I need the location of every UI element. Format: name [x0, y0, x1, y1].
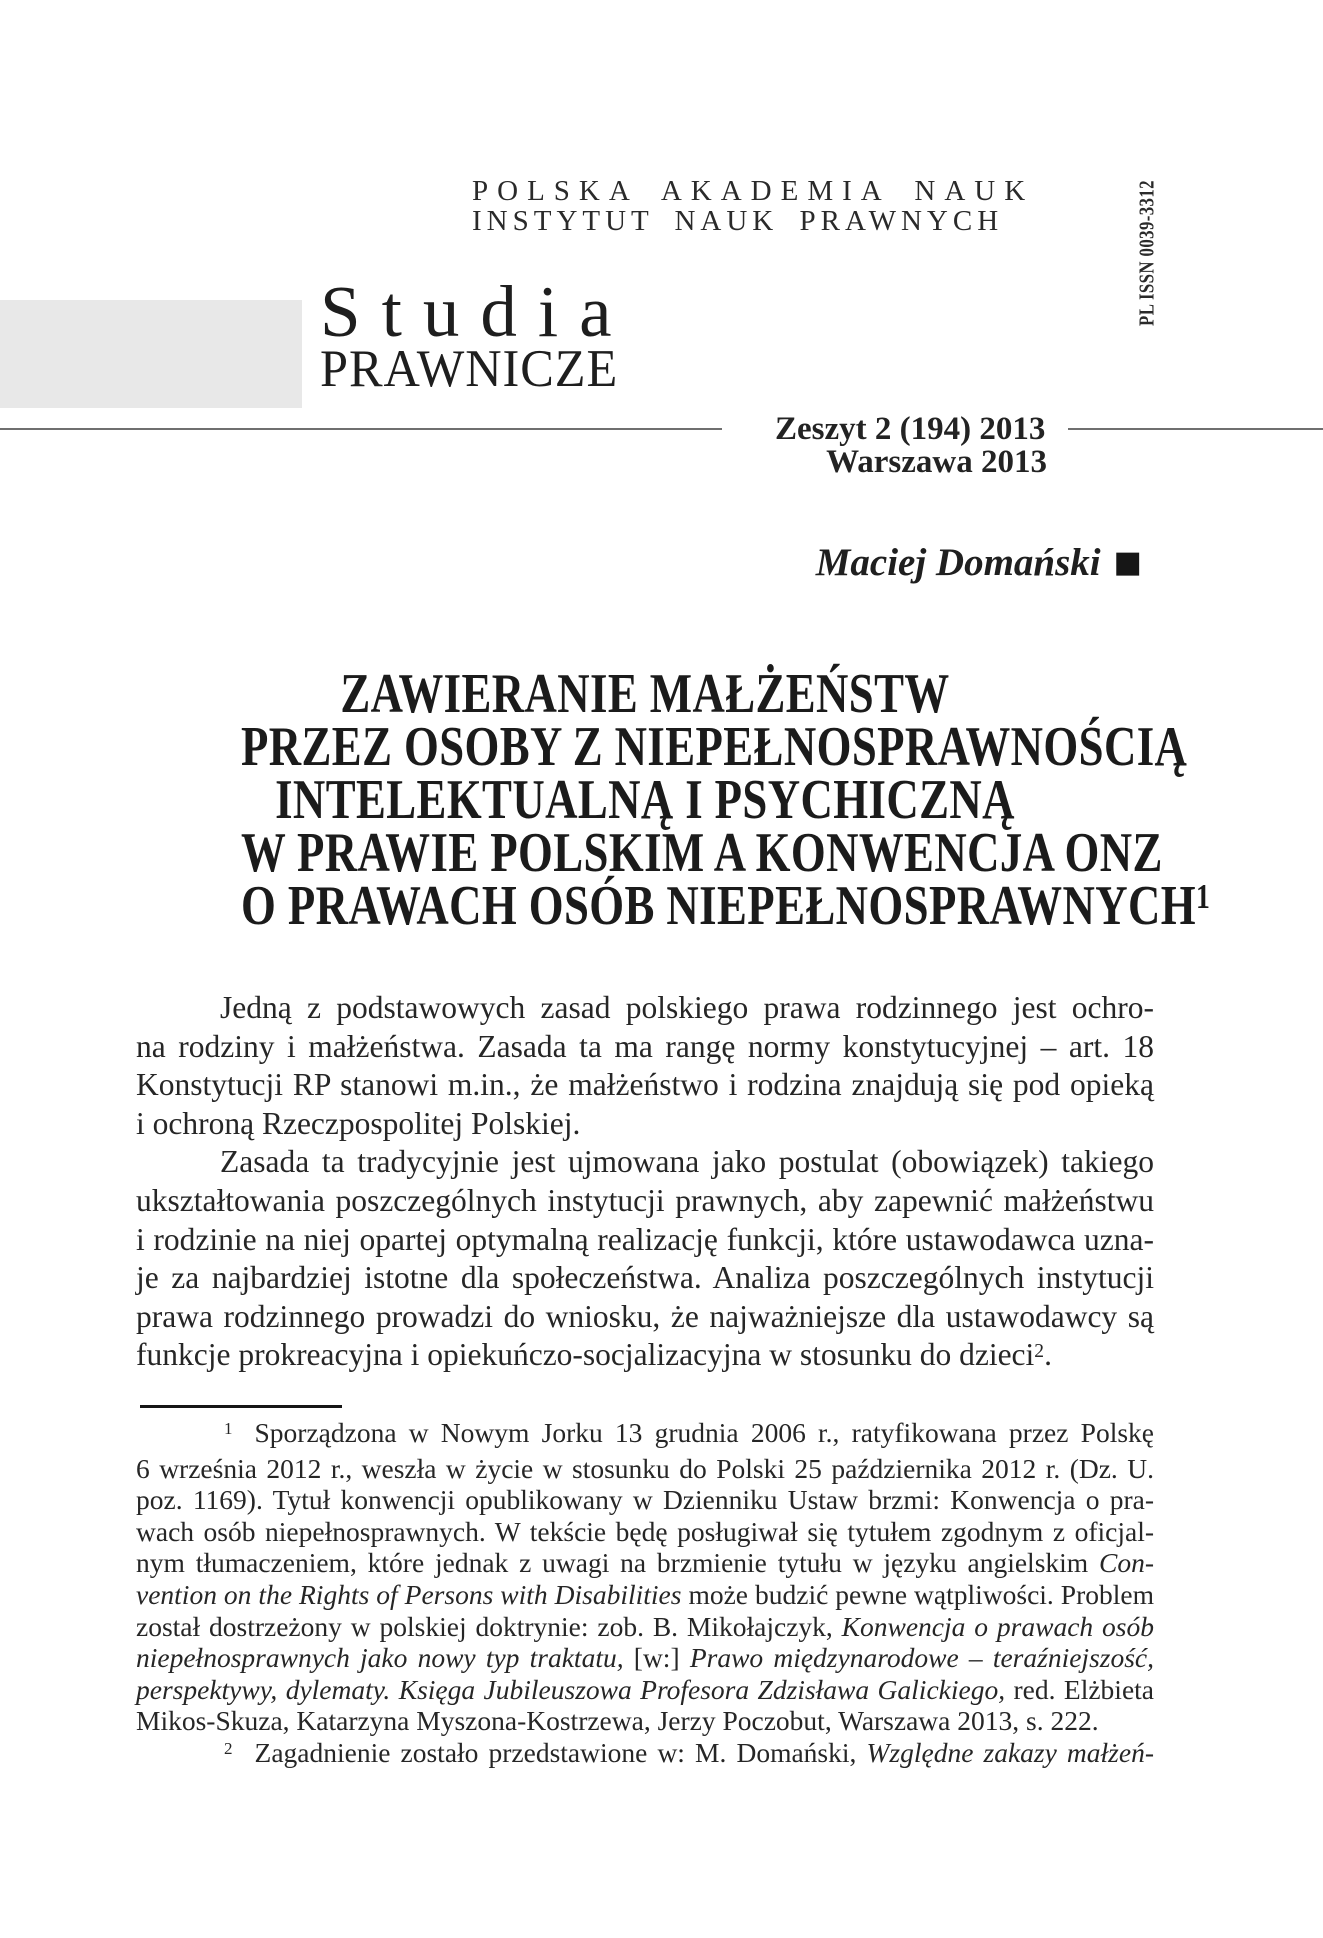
text-line: perspektywy, dylematy. Księga Jubileuszowa Profesora Zdzisława Galickiego, red. Elżbieta	[136, 1673, 1154, 1705]
text-line: $^1$ Sporządzona w Nowym Jorku 13 grudnia 2006 r., ratyfikowana przez Polskę	[224, 1417, 1154, 1448]
masthead-institution	[472, 176, 1034, 236]
rule-right-segment	[1068, 428, 1323, 430]
text-line: i ochroną Rzeczpospolitej Polskiej.	[136, 1105, 581, 1141]
text-line: nym tłumaczeniem, które jednak z uwagi na brzmienie tytułu w języku angielskim Con-	[136, 1547, 1154, 1579]
issn-vertical-label: PL ISSN 0039-3312	[1134, 180, 1159, 326]
text-line: został dostrzeżony w polskiej doktrynie: zob. B. Mikołajczyk, Konwencja o prawach osób	[136, 1610, 1154, 1642]
institution-line1: POLSKA AKADEMIA NAUK	[472, 175, 1035, 207]
text-line: Konstytucji RP stanowi m.in., że małżeństwo i rodzina znajdują się pod opieką	[136, 1067, 1154, 1103]
byline	[816, 540, 1142, 585]
text-line: na rodziny i małżeństwa. Zasada ta ma rangę normy konstytucyjnej – art. 18	[136, 1028, 1154, 1064]
journal-title-prawnicze: PRAWNICZE	[320, 340, 619, 398]
text-line: poz. 1169). Tytuł konwencji opublikowany w Dzienniku Ustaw brzmi: Konwencja o pra-	[136, 1484, 1154, 1516]
text-line: W PRAWIE POLSKIM A KONWENCJA ONZ	[241, 822, 1163, 884]
footnote-separator-rule	[140, 1405, 342, 1408]
text-line: $^2$ Zagadnienie zostało przedstawione w: M. Domański, Względne zakazy małżeń-	[224, 1736, 1154, 1768]
institution-line2: INSTYTUT NAUK PRAWNYCH	[472, 205, 1004, 237]
issue-label: Zeszyt 2 (194) 2013	[775, 410, 1046, 447]
author-marker-square-icon: ■	[1113, 544, 1142, 580]
issue-rule-row	[0, 410, 1323, 447]
text-line: ZAWIERANIE MAŁŻEŃSTW	[340, 663, 950, 725]
paragraph-1	[136, 989, 1154, 1143]
footnote-2	[136, 1737, 1154, 1773]
text-line: je za najbardziej istotne dla społeczeństwa. Analiza poszczególnych instytucji	[136, 1260, 1154, 1296]
text-line: Zasada ta tradycyjnie jest ujmowana jako postulat (obowiązek) takiego	[220, 1144, 1154, 1180]
text-line: prawa rodzinnego prowadzi do wniosku, że najważniejsze dla ustawodawcy są	[136, 1298, 1154, 1334]
text-line: i rodzinie na niej opartej optymalną realizację funkcji, które ustawodawca uzna-	[136, 1221, 1154, 1257]
text-line: funkcje prokreacyjna i opiekuńczo-socjalizacyjna w stosunku do dzieci$^2$.	[136, 1337, 1052, 1373]
text-line: vention on the Rights of Persons with Disabilities może budzić pewne wątpliwości. Problem	[136, 1578, 1154, 1610]
text-line: ukształtowania poszczególnych instytucji prawnych, aby zapewnić małżeństwu	[136, 1182, 1154, 1218]
text-line: INTELEKTUALNĄ I PSYCHICZNĄ	[275, 769, 1015, 831]
masthead-gray-bar	[0, 300, 302, 408]
place-year-label: Warszawa 2013	[826, 444, 1047, 480]
rule-left-segment	[0, 428, 722, 430]
text-line: PRZEZ OSOBY Z NIEPEŁNOSPRAWNOŚCIĄ	[241, 716, 1188, 778]
text-line: Mikos-Skuza, Katarzyna Myszona-Kostrzewa, Jerzy Poczobut, Warszawa 2013, s. 222.	[136, 1705, 1099, 1737]
article-title	[241, 663, 1211, 939]
author-name: Maciej Domański	[815, 541, 1101, 584]
footnotes-block	[136, 1417, 1154, 1773]
text-line: Jedną z podstawowych zasad polskiego prawa rodzinnego jest ochro-	[220, 990, 1154, 1025]
text-line: 6 września 2012 r., weszła w życie w stosunku do Polski 25 października 2012 r. (Dz. U.	[136, 1452, 1154, 1484]
journal-title-studia: Studia	[320, 271, 633, 352]
text-line: O PRAWACH OSÓB NIEPEŁNOSPRAWNYCH$^1$	[241, 875, 1211, 937]
footnote-1	[136, 1417, 1154, 1737]
article-body	[136, 989, 1154, 1380]
text-line: niepełnosprawnych jako nowy typ traktatu, [w:] Prawo międzynarodowe – teraźniejszość,	[136, 1642, 1155, 1674]
paragraph-2	[136, 1143, 1154, 1380]
text-line: wach osób niepełnosprawnych. W tekście będę posługiwał się tytułem zgodnym z oficjal-	[136, 1515, 1154, 1547]
